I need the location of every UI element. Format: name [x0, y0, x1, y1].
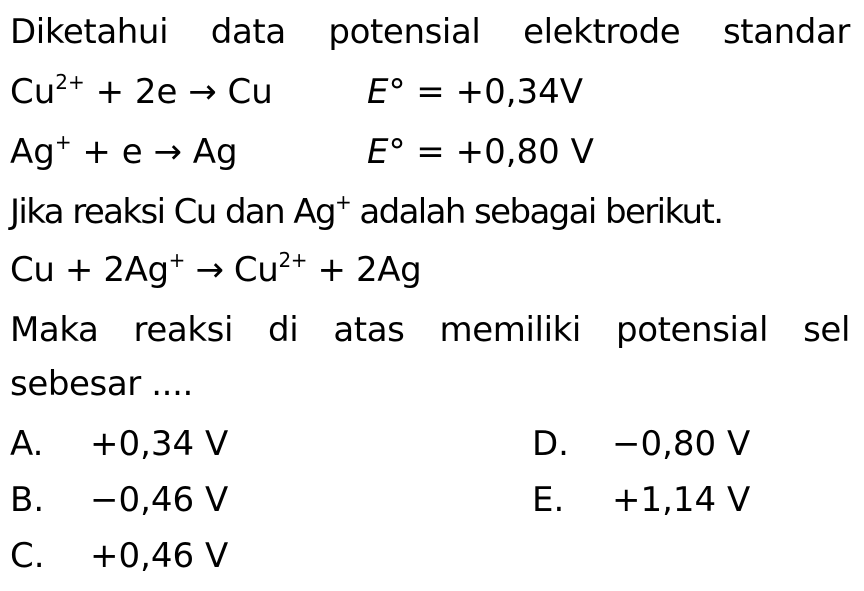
potential-cu: E° = +0,34V [367, 72, 584, 112]
option-b[interactable]: B. −0,46 V [10, 480, 229, 520]
option-e[interactable]: E. +1,14 V [532, 480, 751, 520]
intro-text: Diketahui data potensial elektrode standar [10, 12, 850, 52]
potential-ag: E° = +0,80 V [367, 132, 594, 172]
question-line-2: sebesar .... [10, 364, 193, 404]
reaction-ag: Ag+ + e → Ag [10, 130, 238, 172]
statement-text: Jika reaksi Cu dan Ag+ adalah sebagai berikut. [10, 190, 723, 232]
reaction-cu: $Cu^{2+} + 2e \to Cu$ [10, 70, 273, 112]
option-a[interactable]: A. +0,34 V [10, 424, 229, 464]
question-line-1: Maka reaksi di atas memiliki potensial sel [10, 310, 850, 350]
option-d[interactable]: D. −0,80 V [532, 424, 751, 464]
option-c[interactable]: C. +0,46 V [10, 536, 229, 576]
overall-reaction: $Cu + 2Ag^+ \to Cu^{2+} + 2Ag$ [10, 248, 422, 290]
